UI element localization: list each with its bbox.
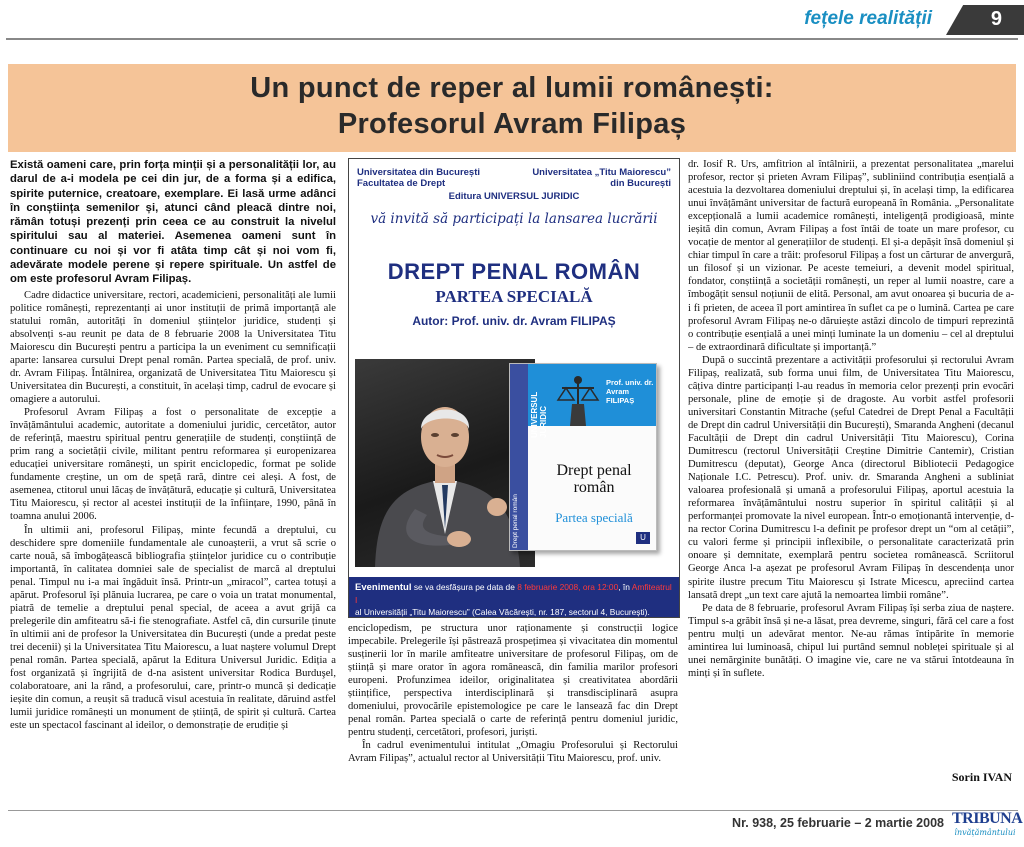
tribuna-logo-top: TRIBUNA [952,810,1023,827]
book-cover-spine-label: UNIVERSUL JURIDIC [530,391,548,438]
paragraph: În cadrul evenimentului intitulat „Omagiu Profesorului și Rectorului Avram Filipaș”, actualul rector al Universității Titu Maiorescu, prof. univ. [348,740,678,765]
book-cover-title-line-1: Drept penal [556,462,632,479]
headline-band [8,64,1016,152]
book-cover-title [534,462,654,496]
paragraph: Cadre didactice universitare, rectori, academicieni, personalități ale lumii politice românești, reprezentanți ai unor instituții de primă importanță ale statului român, autorități în domeniul științelor juridice, studenți și absolvenți s-au reunit pe data de 8 februarie 2008 la Universitatea Titu Maiorescu din București pentru a participa la un eveniment cu semnificații aparte: lansarea cursului Drept penal român. Partea specială, de prof. univ. dr. Avram Filipaș. Întâlnirea, organizată de Universitatea Titu Maiorescu și Universitatea din București, a constituit, în același timp, cadrul de evocare și omagiere a autorului. [10,289,336,406]
event-details [349,577,679,617]
author-photo [355,359,535,567]
book-cover [509,363,657,551]
event-date: 8 februarie 2008, ora 12:00 [517,582,619,592]
poster-univ-left-line-1: Universitatea din București [357,167,481,178]
header-rule [6,38,1018,40]
paragraph: Pe data de 8 februarie, profesorul Avram Filipaș își serba ziua de naștere. Timpul s-a grăbit însă și ne-a lăsat, prea devreme, singuri, fără cel care a fost pentru mulți un adevărat mentor. Ne-au rămas întipărite în memorie amintirea lui luminoasă, chipul lui purtând semnul nobleței spirituale și al unei nemărginite bunătăți. O imagine vie, care ne va stărui întotdeauna în minți și în suflete. [688,602,1014,679]
paragraph: enciclopedism, pe structura unor raționamente și construcții logice impecabile. Prelegerile își păstrează prospețimea și vivacitatea din momentul susținerii lor în marile amfiteatre universitare de profesorul Filipaș, om de știință și mare orator în agora românească, din familia marilor profesori europeni. Profunzimea ideilor, originalitatea și creativitatea abordării științifice, perspectiva interdisciplinară și transdisciplinară asupra domeniului, provocările epistemologice pe care le lansează fac din Drept penal român. Partea specială o carte de referință pentru domeniul juridic, pentru studenți, cercetători, profesori, juriști. [348,623,678,739]
poster-invite: vă invită să participați la lansarea lucrării [370,211,658,227]
paragraph: Profesorul Avram Filipaș a fost o personalitate de excepție a învățământului academic, autoritate a domeniului juridic, cercetător, autor de referință, maestru spiritual pentru generațiile de studenți, conștiință de prim rang a societății civile, militant pentru reformarea și europenizarea educației universitare românești, un spirit enciclopedic, format pe solide fundamente creștine, un om de speță rară, dintre cei aleși. A fost, de asemenea, ctitorul unui lăcaș de învățătură, educație și cultură, Universitatea Titu Maiorescu, și rector al acestei instituții de la înființare, 1990, până în toamna anului 2006. [10,407,336,523]
tribuna-logo-bottom: învățământului [954,828,1016,837]
issue-info: Nr. 938, 25 februarie – 2 martie 2008 [732,816,944,830]
paragraph: dr. Iosif R. Urs, amfitrion al întâlnirii, a prezentat personalitatea „marelui profesor, rector și prieten Avram Filipaș”, subliniind contribuția esențială a acestuia la dezvoltarea domeniului dreptului și, în același timp, la edificarea unui învățământ universitar de factură europeană în România. „Personalitate excepțională a lumii academice românești, inteligență prodigioasă, minte ieșită din comun, Avram Filipaș a fost întâi de toate un mare profesor, cu vocație de mentor al generațiilor de studenți. El și-a depășit însă domeniul și chiar timpul în care a trăit: profesorul Filipaș a fost un cărturar de anvergură, un filosof și un vizionar. Pe aceste temeiuri, a devenit model spiritual, fondator, conștiință a societății românești, un reper al lumii noastre, care a îmbogățit sensul noțiunii de elită. Personal, am avut onoarea și bucuria de a-i fi prieten, de aceea îl port amintirea în suflet ca pe o lumină. Cartea pe care profesorul Avram Filipaș ne-o dăruiește astăzi dincolo de timpuri reprezintă o contribuție esențială a unei minți luminate la un domeniu – cel al dreptului – de extraordinară dificultate și importanță.” [688,159,1014,353]
event-address: al Universității „Titu Maiorescu” (Calea Văcărești, nr. 187, sectorul 4, București). [355,607,650,617]
article-lead: Există oameni care, prin forța minții și a personalității lor, au darul de a-i modela pe cei din jur, de a forma și a edifica, spirite puternice, creatoare, exemplare. Ei lasă urme adânci în conștiința semenilor și, atunci când pleacă dintre noi, rămân totuși prezenți prin ceea ce au construit la nivelul spiritului sau al materiei. Asemenea oameni sunt în continuare cu noi și vor fi atâta timp cât și noi vom fi, adevărate modele perene și repere spirituale. Un astfel de om este profesorul Avram Filipaș. [10,159,336,286]
book-cover-author: Prof. univ. dr. Avram FILIPAȘ [606,378,654,405]
paragraph: După o succintă prezentare a activității profesorului și rectorului Avram Filipaș, realizată, sub forma unui film, de Universitatea Titu Maiorescu, câțiva dintre participanți l-au readus în memoria celor prezenți prin evocări personale, pline de emoție și de dragoste. Au vorbit astfel profesorii universitari Constantin Mitrache (șeful Catedrei de Drept Penal a Facultății de Drept din cadrul Universității din București), Smaranda Angheni (decanul Facultății de Drept din cadrul Universității Titu Maiorescu), Corina Dumitrescu (rectorul Universității Creștine Dimitrie Cantemir), Cristian Dumitrescu (deputat), George Anca (directorul Bibliotecii Pedagogice Naționale I.C. Petrescu). Prof. univ. dr. Smaranda Angheni a subliniat valoarea profesională și umană a profesorului Filipaș, aportul acestuia la reformarea învățământului nostru superior în spiritul calității și al performanței promovate la nivel european. Într-o emoționantă intervenție, d-na rector Corina Dumitrescu l-a definit pe profesor drept un “om al cetății”, cu valori ferme și principii inflexibile, o personalitate caracterizată prin onoare și demnitate, exemplară pentru societea românească. Scriitorul George Anca l-a așezat pe profesorul Avram Filipaș în descendența unor spirite ilustre precum Titu Maiorescu și Istrate Micescu, apreciind cartea lansată drept „un text care ajută la nemoartea limbii române”. [688,354,1014,601]
page-number: 9 [990,8,1002,30]
article-column-2 [348,622,678,808]
book-cover-title-line-2: român [573,479,615,496]
event-text: se va desfășura pe data de [411,582,518,592]
article-column-1 [10,158,336,808]
poster-univ-left-line-2: Facultatea de Drept [357,178,446,189]
event-poster [348,158,680,618]
justice-statue-icon [554,374,602,430]
publisher-logo-icon: U [636,532,650,544]
poster-author: Autor: Prof. univ. dr. Avram FILIPAȘ [412,314,616,328]
poster-univ-left [357,167,480,189]
event-text: , în [618,582,632,592]
section-label: fețele realității [804,8,932,29]
article-column-3 [688,158,1014,766]
poster-publisher: Editura UNIVERSUL JURIDIC [448,191,580,202]
poster-univ-right-line-2: din București [610,178,671,189]
paragraph: În ultimii ani, profesorul Filipaș, minte fecundă a dreptului, cu deschidere spre domeniile fundamentale ale cunoașterii, a vrut să scrie o carte nouă, să îmbogățească bibliografia științelor juridice cu o contribuție importantă, în calitatea domniei sale de specialist de marcă al dreptului penal. Timpul nu i-a mai îngăduit însă. Printr-un „miracol”, cartea totuși a apărut. Profesorul își plănuia lucrarea, pe care o voia un tratat monumental, piatră de temelie a dreptului penal special, de aceea a avut grijă ca prelegerile din amfiteatru să-i fie stenografiate. Astfel că, din cursurile ținute în ultimii ani de profesor la Universitatea din București (unde a predat peste trei decenii) și la Universitatea Titu Maiorescu, a luat naștere volumul Drept penal român. Partea specială, apărut la Editura Universul Juridic. Ediția a fost organizată și îngrijită de d-na asistent universitar Rodica Burduşel, colaboratoare, ani la rând, a profesorului, care, printr-o muncă și dedicație ieșite din comun, a reușit să traducă visul acestuia în realitate, dăruind astfel lumii juridice românești un monument de știință, de spirit și cultură. Cartea este un spectacol fascinant al ideilor, o demonstrație de erudiție și [10,524,336,732]
headline-line-1: Un punct de reper al lumii românești: [250,72,774,104]
book-cover-spine-title: Drept penal român [512,494,519,548]
poster-univ-right-line-1: Universitatea „Titu Maiorescu” [532,167,671,178]
book-cover-subtitle: Partea specială [555,510,633,525]
author-signature: Sorin IVAN [951,770,1012,784]
tribuna-logo [952,810,1023,844]
poster-book-title: DREPT PENAL ROMÂN [387,259,641,284]
event-place: Amfiteatrul I [355,582,672,605]
author-photo-illustration [355,359,535,567]
poster-univ-right [532,167,671,189]
footer-rule [8,810,1018,811]
event-label: Evenimentul [355,582,412,593]
headline-line-2: Profesorul Avram Filipaș [337,108,687,140]
poster-book-part: PARTEA SPECIALĂ [435,287,593,306]
